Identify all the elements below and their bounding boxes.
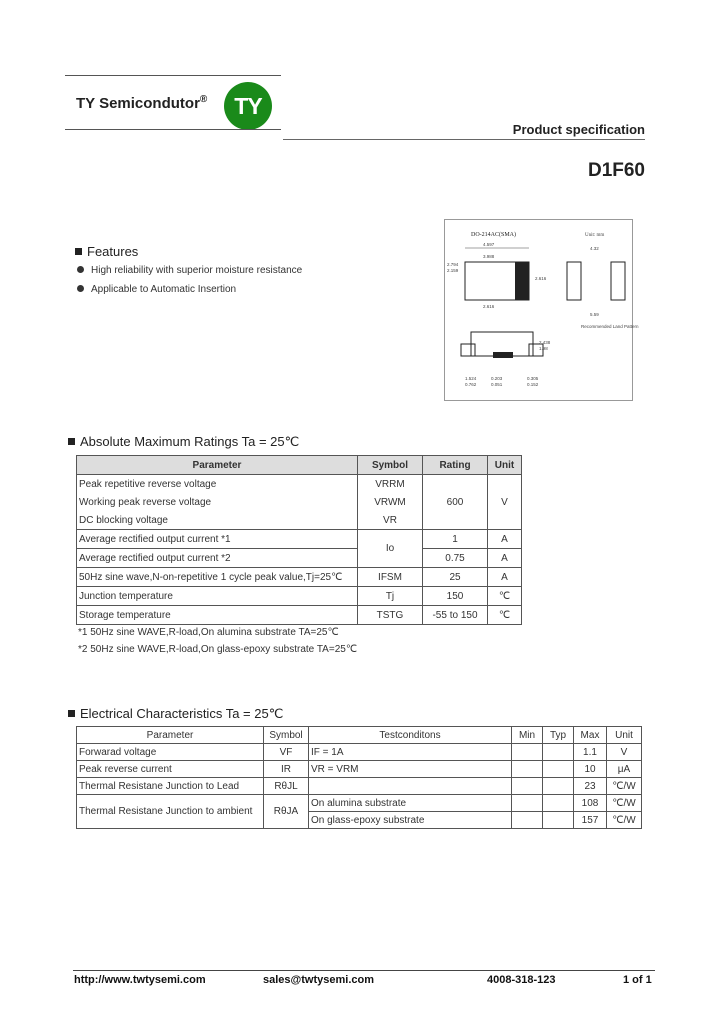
dimension-label: 2.438 [539,340,551,345]
table-cell: 150 [423,587,488,606]
table-cell: On glass-epoxy substrate [309,812,512,829]
table-cell [543,744,574,761]
table-row [77,549,522,568]
table-cell: ℃/W [607,795,642,812]
table-cell [512,778,543,795]
package-outline-svg [445,220,639,400]
header-bottom-rule [65,129,281,130]
dimension-label: 1.524 [465,376,477,381]
square-bullet-icon [68,438,75,445]
table-cell: IR [264,761,309,778]
table-header-row [77,456,522,475]
table-cell: 50Hz sine wave,N-on-repetitive 1 cycle peak value,Tj=25℃ [77,568,358,587]
table-row [77,761,642,778]
table-cell: Io [358,530,423,568]
table-cell: V [488,475,522,530]
table-cell: VF [264,744,309,761]
dimension-label: 3.988 [483,254,495,259]
table-cell: VRRM [358,475,423,494]
table-cell [543,795,574,812]
table-cell: Average rectified output current *1 [77,530,358,549]
elec-title: Electrical Characteristics Ta = 25℃ [68,706,283,722]
col-header: Min [512,727,543,744]
abs-max-note-1: *1 50Hz sine WAVE,R-load,On alumina substrate TA=25℃ [78,627,339,638]
table-row [77,795,642,812]
bullet-dot-icon [77,266,84,273]
package-drawing [444,219,639,401]
table-cell: ℃/W [607,812,642,829]
table-cell: IF = 1A [309,744,512,761]
feature-item: High reliability with superior moisture resistance [77,265,302,276]
col-header: Parameter [77,456,358,475]
table-cell: 157 [574,812,607,829]
abs-max-table [76,455,522,625]
dimension-label: 0.051 [491,382,503,387]
table-cell [543,761,574,778]
footer-rule [73,970,655,971]
table-cell: Tj [358,587,423,606]
footer-email-link[interactable]: sales@twtysemi.com [263,974,374,986]
company-logo: TY [224,82,272,130]
col-header: Rating [423,456,488,475]
col-header: Unit [488,456,522,475]
table-row [77,475,522,494]
table-cell: V [607,744,642,761]
col-header: Parameter [77,727,264,744]
abs-max-note-2: *2 50Hz sine WAVE,R-load,On glass-epoxy substrate TA=25℃ [78,644,358,655]
table-cell: ℃/W [607,778,642,795]
elec-table [76,726,642,829]
dimension-label: 2.616 [483,304,495,309]
table-cell: VRWM [358,493,423,511]
table-cell: IFSM [358,568,423,587]
table-cell [512,761,543,778]
dimension-label: 0.305 [527,376,539,381]
table-cell: Thermal Resistane Junction to Lead [77,778,264,795]
table-cell [543,778,574,795]
table-row [77,778,642,795]
table-cell: Average rectified output current *2 [77,549,358,568]
table-cell: 600 [423,475,488,530]
product-specification-label: Product specification [512,122,645,137]
abs-max-title: Absolute Maximum Ratings Ta = 25℃ [68,434,299,450]
cathode-band [515,262,529,300]
col-header: Typ [543,727,574,744]
table-cell: VR [358,511,423,530]
square-bullet-icon [75,248,82,255]
square-bullet-icon [68,710,75,717]
table-cell: -55 to 150 [423,606,488,625]
table-cell: 1 [423,530,488,549]
table-row [77,587,522,606]
table-row [77,568,522,587]
package-title: DO-214AC(SMA) [471,232,516,238]
table-cell: A [488,568,522,587]
dimension-label: 4.32 [590,246,599,251]
table-row [77,744,642,761]
dimension-label: 2.794 [447,262,459,267]
dimension-label: 0.152 [527,382,539,387]
table-cell: RθJA [264,795,309,829]
col-header: Max [574,727,607,744]
col-header: Symbol [264,727,309,744]
col-header: Unit [607,727,642,744]
table-cell [309,778,512,795]
table-cell [512,744,543,761]
table-cell: 10 [574,761,607,778]
dimension-label: 2.159 [447,268,459,273]
land-pad-right [611,262,625,300]
brand-name: TY Semicondutor® [76,94,208,112]
table-cell: Thermal Resistane Junction to ambient [77,795,264,829]
features-title: Features [75,244,138,259]
table-cell: Storage temperature [77,606,358,625]
dimension-label: 0.762 [465,382,477,387]
dimension-label: 4.597 [483,242,495,247]
table-cell: 25 [423,568,488,587]
table-cell: μA [607,761,642,778]
table-cell: DC blocking voltage [77,511,358,530]
table-row [77,530,522,549]
footer-phone: 4008-318-123 [487,974,556,986]
table-cell: VR = VRM [309,761,512,778]
dimension-label: 1.98 [539,346,548,351]
table-cell: TSTG [358,606,423,625]
col-header: Testconditons [309,727,512,744]
table-cell: Junction temperature [77,587,358,606]
table-cell: 108 [574,795,607,812]
spec-rule [283,139,645,140]
table-cell: On alumina substrate [309,795,512,812]
feature-item: Applicable to Automatic Insertion [77,284,236,295]
table-cell: 1.1 [574,744,607,761]
table-cell [512,795,543,812]
table-cell: ℃ [488,587,522,606]
table-cell [512,812,543,829]
table-cell: Peak reverse current [77,761,264,778]
land-pattern-caption: Recommended Land Pattern [581,324,639,329]
footer-url-link[interactable]: http://www.twtysemi.com [74,974,206,986]
table-header-row [77,727,642,744]
dimension-label: 2.616 [535,276,547,281]
table-cell: Peak repetitive reverse voltage [77,475,358,494]
table-cell: Forwarad voltage [77,744,264,761]
table-cell: 0.75 [423,549,488,568]
package-unit: Unit: mm [585,233,605,238]
table-cell: A [488,530,522,549]
part-number: D1F60 [587,160,645,181]
bullet-dot-icon [77,285,84,292]
dimension-label: 5.59 [590,312,599,317]
land-pad-left [567,262,581,300]
footer-page-number: 1 of 1 [623,974,652,986]
header-top-rule [65,75,281,76]
dimension-label: 0.203 [491,376,503,381]
table-cell: RθJL [264,778,309,795]
col-header: Symbol [358,456,423,475]
table-cell: A [488,549,522,568]
table-cell: 23 [574,778,607,795]
table-cell [543,812,574,829]
table-cell: ℃ [488,606,522,625]
table-row [77,606,522,625]
table-cell: Working peak reverse voltage [77,493,358,511]
